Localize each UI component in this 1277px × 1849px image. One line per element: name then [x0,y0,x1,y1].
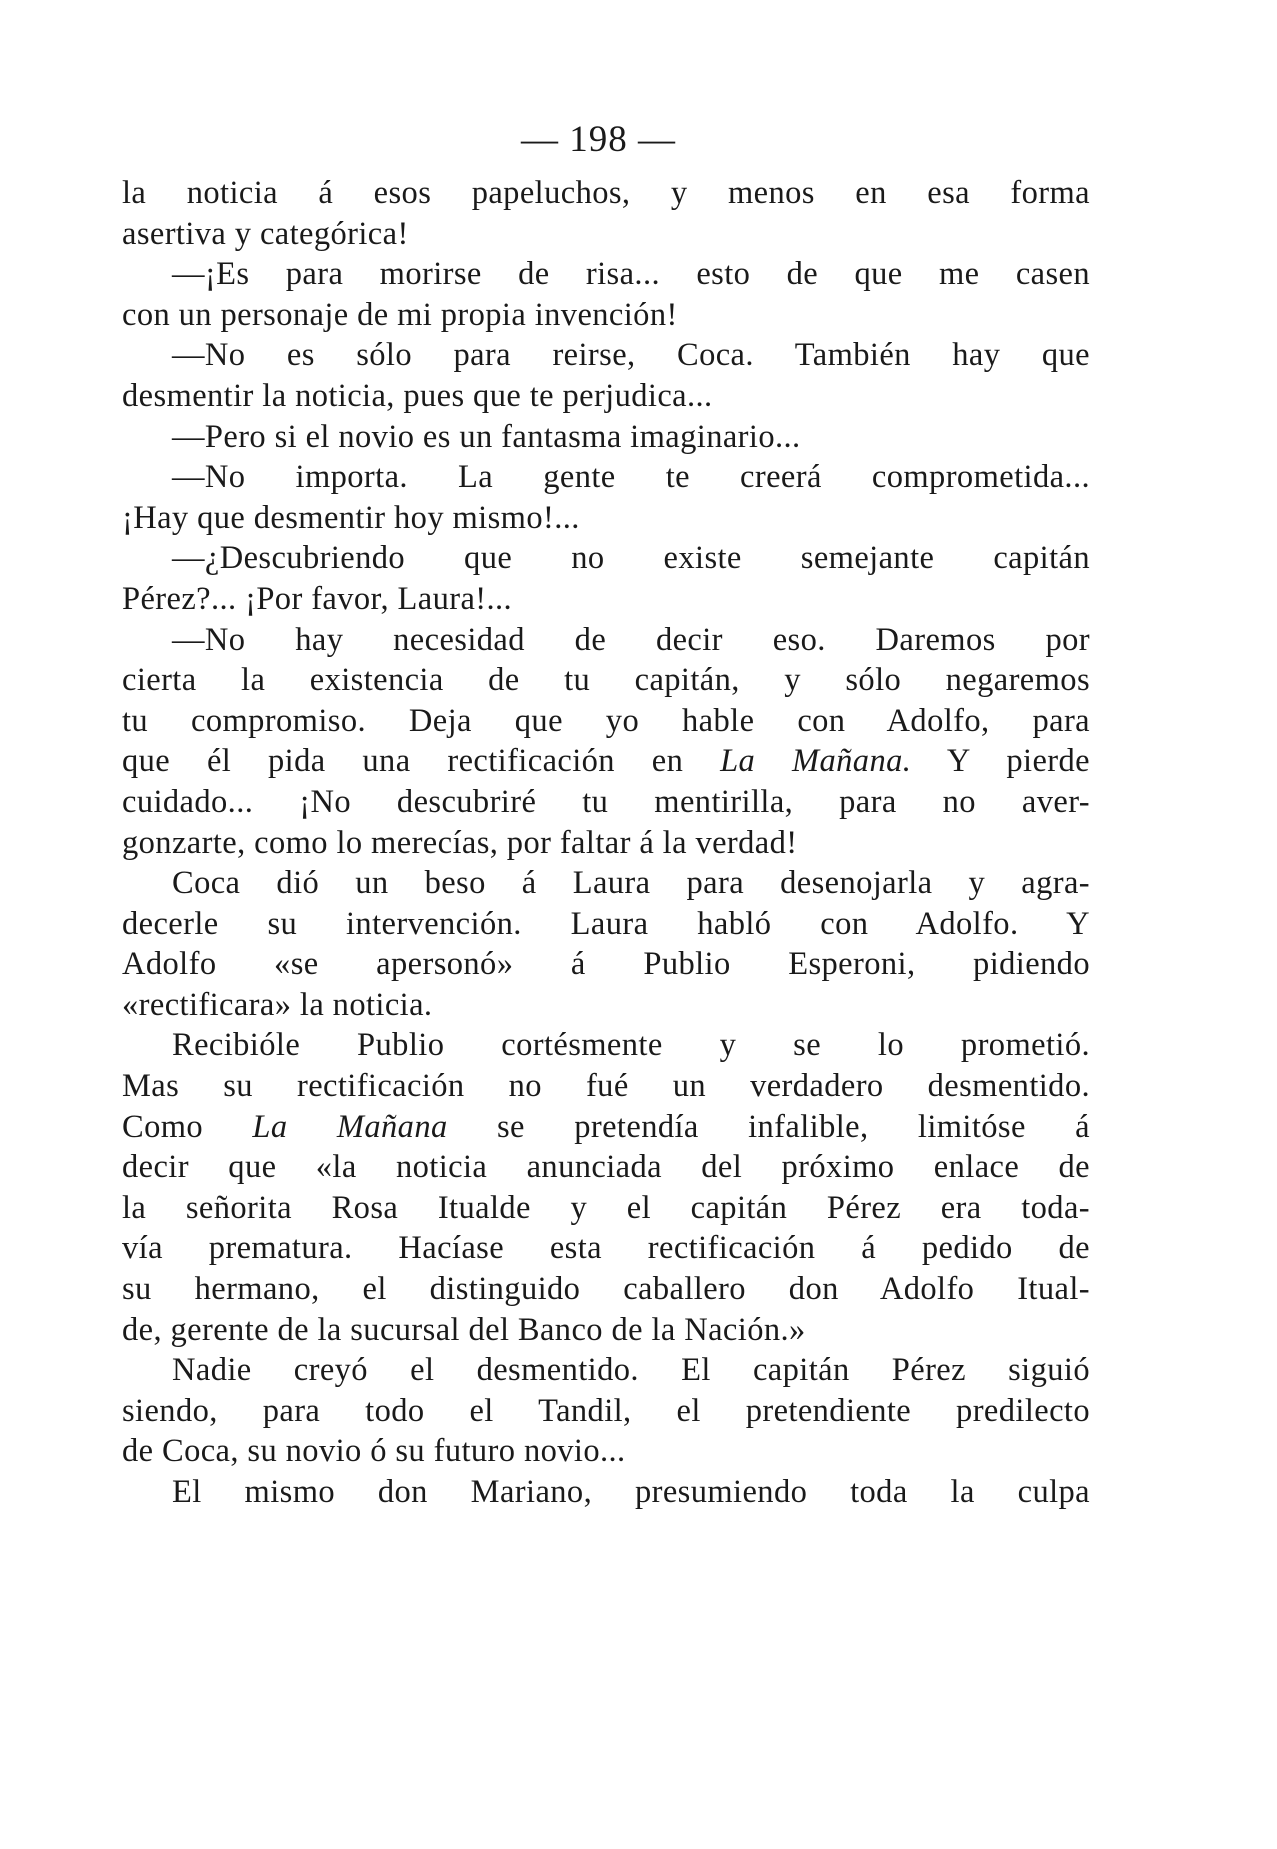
line-text: que él pida una rectificación en [122,743,721,780]
text-line: —¿Descubriendo que no existe semejante capitán [172,540,1090,577]
newspaper-title: La Mañana. [720,743,912,780]
text-line [122,1107,1090,1148]
text-line [122,741,1090,782]
text-line: —No hay necesidad de decir eso. Daremos por [172,621,1090,658]
text-line: —No importa. La gente te creerá comprometida... [172,459,1090,496]
text-line: cuidado... ¡No descubriré tu mentirilla, para no aver- [122,783,1090,820]
text-line: vía prematura. Hacíase esta rectificación á pedido de [122,1230,1090,1267]
text-line: gonzarte, como lo merecías, por faltar á la verdad! [122,824,798,861]
line-text: se pretendía infalible, limitóse á [447,1108,1090,1145]
text-line: tu compromiso. Deja que yo hable con Adolfo, para [122,702,1090,739]
text-line: la noticia á esos papeluchos, y menos en esa forma [122,175,1090,211]
text-line: ¡Hay que desmentir hoy mismo!... [122,499,580,536]
text-line: El mismo don Mariano, presumiendo toda la culpa [172,1474,1090,1510]
text-line: —No es sólo para reirse, Coca. También hay que [172,337,1090,374]
text-line: decerle su intervención. Laura habló con Adolfo. Y [122,905,1090,942]
text-line: cierta la existencia de tu capitán, y sólo negaremos [122,662,1090,699]
text-line: —Pero si el novio es un fantasma imaginario... [172,418,801,455]
text-line: —¡Es para morirse de risa... esto de que me casen [172,256,1090,293]
text-line: su hermano, el distinguido caballero don Adolfo Itual- [122,1271,1090,1308]
text-line: Pérez?... ¡Por favor, Laura!... [122,580,513,617]
text-line: Recibióle Publio cortésmente y se lo prometió. [172,1027,1090,1064]
text-line: asertiva y categórica! [122,215,409,252]
page-number: — 198 — [521,119,676,160]
text-line: Coca dió un beso á Laura para desenojarla y agra- [172,865,1090,902]
text-line: Adolfo «se apersonó» á Publio Esperoni, pidiendo [122,946,1090,983]
line-text: Y pierde [911,743,1090,780]
text-line: decir que «la noticia anunciada del próximo enlace de [122,1149,1090,1186]
body-text [122,173,1090,1513]
text-line: siendo, para todo el Tandil, el pretendiente predilecto [122,1392,1090,1429]
text-line: «rectificara» la noticia. [122,986,433,1023]
newspaper-title: La Mañana [252,1108,448,1145]
text-line: Mas su rectificación no fué un verdadero desmentido. [122,1068,1090,1105]
text-line: de Coca, su novio ó su futuro novio... [122,1433,626,1470]
line-text: Como [122,1108,253,1145]
text-line: con un personaje de mi propia invención! [122,296,678,333]
text-line: Nadie creyó el desmentido. El capitán Pérez siguió [172,1352,1090,1389]
text-line: la señorita Rosa Itualde y el capitán Pérez era toda- [122,1189,1090,1226]
text-line: de, gerente de la sucursal del Banco de la Nación.» [122,1311,806,1348]
text-line: desmentir la noticia, pues que te perjudica... [122,377,713,414]
